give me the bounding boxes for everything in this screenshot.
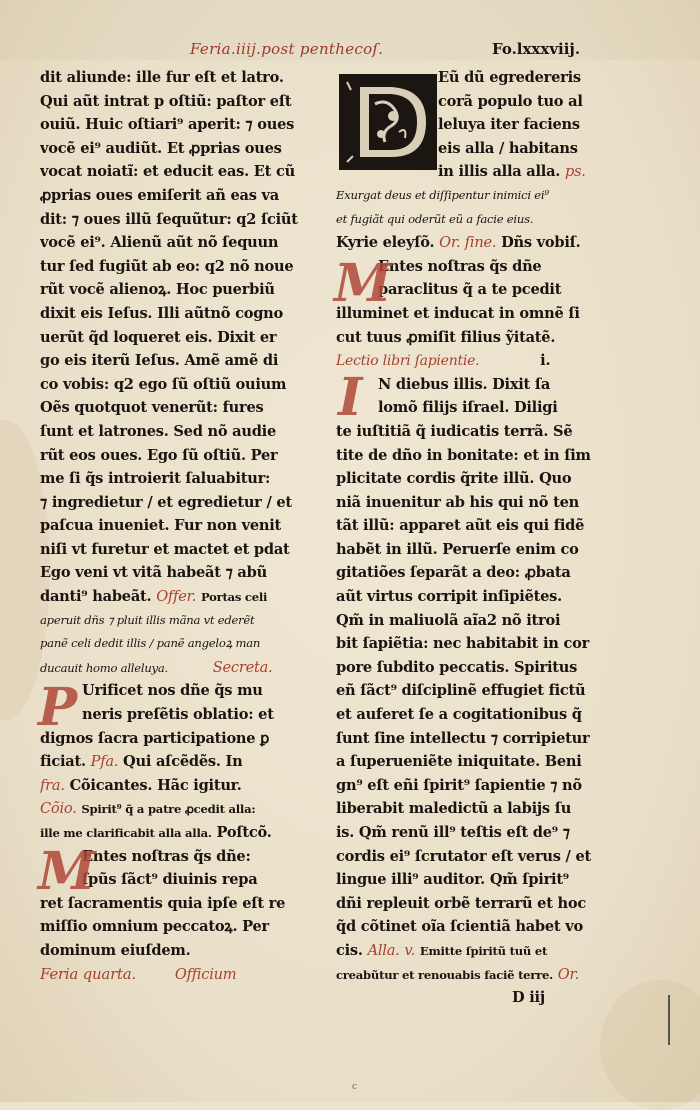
red-initial-m: M: [38, 841, 96, 902]
text-span: Kyrie eleyſõ.: [336, 234, 435, 252]
text-line: go eis iterũ Ieſus. Amẽ amẽ di: [40, 352, 279, 370]
text-line-small: aperuit dñs ⁊ pluit illis mãna vt ederẽt: [40, 612, 255, 627]
text-line: Entes noſtras q̃s dñe:: [82, 847, 251, 865]
text-line: dit aliunde: ille fur eſt et latro.: [40, 69, 284, 86]
rubric-fra: fra.: [40, 776, 65, 794]
text-span: cis.: [336, 941, 363, 959]
text-line: Ego veni vt vitã habeãt ⁊ abũ: [40, 564, 267, 582]
text-span: Hãc igitur.: [157, 776, 242, 794]
text-span: Spirit⁹ q̃ a patre ꝓcedit alla:: [81, 802, 256, 817]
text-line: ꝓprias oues emiſerit añ eas va: [40, 186, 279, 204]
text-span: Emitte ſpiritũ tuũ et: [419, 943, 548, 958]
text-span: Cõicantes.: [69, 776, 153, 794]
text-span: ducauit homo alleluya.: [40, 660, 168, 675]
text-line: [336, 349, 606, 373]
text-line: aũt virtus corripit inſipiẽtes.: [336, 588, 562, 606]
text-span: danti⁹ habeãt.: [40, 588, 152, 606]
text-span: Poſtcõ.: [216, 824, 272, 841]
text-line: gn⁹ eſt eñi ſpirit⁹ ſapientie ⁊ nõ: [336, 776, 582, 794]
text-line: [40, 774, 316, 798]
text-span: creabũtur et renouabis faciẽ terre.: [336, 967, 553, 982]
rubric-oratio: Or. ſine.: [439, 234, 497, 252]
rubric-feria-quarta: Feria quarta.: [40, 964, 137, 983]
text-line: neris preſẽtis oblatio: et: [82, 706, 274, 724]
text-line: vocat noiatĩ: et educit eas. Et cũ: [40, 163, 295, 181]
text-line: cut tuus ꝓmiſit filius ỹitatẽ.: [336, 328, 556, 346]
text-line: is. Qm̃ renũ ill⁹ teſtis eſt de⁹ ⁊: [336, 824, 570, 841]
right-column: [336, 66, 606, 1010]
text-line: Qm̃ in maliuolã aĩa2 nõ itroi: [336, 611, 561, 629]
text-line: eis alla / habitans: [438, 139, 578, 157]
text-line: corã populo tuo al: [438, 92, 583, 110]
text-line: N diebus illis. Dixit ſa: [378, 375, 551, 393]
text-line: Oẽs quotquot venerũt: fures: [40, 399, 264, 417]
text-line: miſſio omnium peccatoꝝ. Per: [40, 918, 269, 936]
footer-mark: c: [352, 1082, 358, 1092]
text-line: vocẽ ei⁹. Alienũ aũt nõ ſequun: [40, 234, 279, 252]
text-span: in illis alla alla.: [438, 163, 561, 181]
text-line: ouiũ. Huic oſtiari⁹ aperit: ⁊ oues: [40, 116, 295, 134]
rubric-offertorium: Offer.: [156, 588, 197, 606]
rubric-oratio-end: Or.: [557, 965, 580, 983]
text-line: paſcua inueniet. Fur non venit: [40, 517, 282, 535]
text-line: lomõ filijs iſrael. Diligi: [378, 399, 558, 417]
rubric-prefatio: Pfa.: [90, 753, 119, 771]
text-line: cordis ei⁹ ſcrutator eſt verus / et: [336, 847, 591, 865]
text-line: [40, 750, 316, 774]
text-span: ficiat.: [40, 753, 86, 771]
folio-number: Fo.lxxxviij.: [492, 40, 581, 58]
text-span: Qui aſcẽdẽs. In: [123, 753, 243, 771]
text-line: q̃d cõtinet oĩa ſcientiã habet vo: [336, 918, 583, 936]
text-line: vocẽ ei⁹ audiũt. Et ꝓprias oues: [40, 139, 282, 157]
text-line: et auferet ſe a cogitationibus q̃: [336, 706, 582, 724]
text-line-small: panẽ celi dedit illis / panẽ angeloꝝ man: [40, 636, 261, 651]
text-line: eñ ſãct⁹ diſciplinẽ effugiet fictũ: [336, 682, 586, 700]
rubric-alleluia: Alla.: [367, 941, 400, 959]
text-line: liberabit maledictũ a labijs ſu: [336, 800, 572, 818]
text-line: dignos ſacra participatione ꝑ: [40, 729, 270, 747]
rubric-secreta: Secreta.: [212, 658, 273, 676]
red-initial-m: M: [334, 253, 392, 314]
text-line: [336, 160, 606, 184]
text-line: rũt eos oues. Ego ſũ oſtiũ. Per: [40, 446, 278, 464]
rubric-psalm: ps.: [564, 163, 586, 181]
text-line: lingue illi⁹ auditor. Qm̃ ſpirit⁹: [336, 871, 569, 889]
running-header: Feria.iiij.post penthecoſ.: [190, 40, 384, 58]
text-line: [40, 585, 316, 609]
rubric-lectio: Lectio libri ſapientie.: [336, 353, 480, 370]
lectio-number: i.: [540, 352, 551, 370]
text-line: niſi vt furetur et mactet et pdat: [40, 540, 290, 558]
text-span: Dñs vobiſ.: [501, 234, 581, 252]
text-line: leluya iter faciens: [438, 116, 580, 134]
red-initial-p: P: [38, 677, 78, 738]
text-line: illuminet et inducat in omnẽ ſi: [336, 304, 580, 322]
text-span: Portas celi: [200, 590, 268, 605]
text-line: ret ſacramentis quia ipſe eſt re: [40, 894, 286, 912]
text-line: ſunt et latrones. Sed nõ audie: [40, 422, 276, 440]
text-line: rũt vocẽ alienoꝝ. Hoc puerbiũ: [40, 281, 275, 299]
margin-rule: [668, 995, 670, 1045]
text-line: pore ſubdito peccatis. Spiritus: [336, 658, 578, 676]
text-line: tite de dño in bonitate: et in ſim: [336, 446, 591, 464]
rubric-versicle: v.: [404, 941, 416, 959]
text-line: uerũt q̃d loqueret eis. Dixit er: [40, 328, 277, 346]
text-line: te iuſtitiã q̃ iudicatis terrã. Sẽ: [336, 422, 573, 440]
text-line: tur ſed fugiũt ab eo: q2 nõ noue: [40, 257, 294, 275]
text-line: [336, 939, 606, 963]
text-span: ille me clarificabit alla alla.: [40, 826, 212, 840]
text-line: dñi repleuit orbẽ terrarũ et hoc: [336, 894, 586, 912]
text-line: Eũ dũ egredereris: [438, 69, 581, 86]
text-line: paraclitus q̃ a te pcedit: [378, 281, 562, 299]
text-line: tãt illũ: apparet aũt eis qui fidẽ: [336, 517, 585, 535]
text-line: ſunt ſine intellectu ⁊ corripietur: [336, 729, 590, 747]
text-line: plicitate cordis q̃rite illũ. Quo: [336, 470, 572, 488]
stain: [600, 980, 700, 1110]
text-line: [336, 963, 606, 987]
text-line: Entes noſtras q̃s dñe: [378, 257, 542, 275]
text-line: Urificet nos dñe q̃s mu: [82, 682, 263, 700]
text-line: gitatiões ſeparãt a deo: ꝓbata: [336, 564, 571, 582]
text-line: habẽt in illũ. Peruerſe enim co: [336, 540, 579, 558]
text-line: niã inuenitur ab his qui nõ ten: [336, 493, 579, 511]
red-initial-i: I: [338, 367, 363, 428]
text-line: me ſi q̃s introierit ſaluabitur:: [40, 470, 271, 488]
text-line-small: Exurgat deus et diſſipentur inimici ei⁹: [336, 187, 549, 202]
text-line: dominum eiuſdem.: [40, 941, 191, 959]
rubric-communio: Cõio.: [40, 800, 77, 818]
text-line: Qui aũt intrat p oſtiũ: paſtor eſt: [40, 92, 292, 110]
text-line: ⁊ ingredietur / et egredietur / et: [40, 493, 292, 511]
text-line: [336, 231, 606, 255]
text-line: [40, 797, 316, 821]
text-line-small: et fugiãt qui oderũt eũ a facie eius.: [336, 211, 534, 226]
text-line: co vobis: q2 ego ſũ oſtiũ ouium: [40, 375, 287, 393]
text-line: bit ſapiẽtia: nec habitabit in cor: [336, 635, 590, 653]
rubric-officium: Officium: [174, 965, 237, 983]
text-line: [40, 963, 316, 987]
text-line: ſpũs ſãct⁹ diuinis repa: [82, 871, 258, 889]
text-line: dit: ⁊ oues illũ ſequũtur: q2 ſciũt: [40, 210, 298, 228]
signature-mark: D iij: [512, 989, 545, 1007]
text-line: dixit eis Ieſus. Illi aũtnõ cogno: [40, 304, 284, 322]
text-line: a ſuperueniẽte iniquitate. Beni: [336, 753, 582, 771]
text-line: [40, 656, 316, 680]
